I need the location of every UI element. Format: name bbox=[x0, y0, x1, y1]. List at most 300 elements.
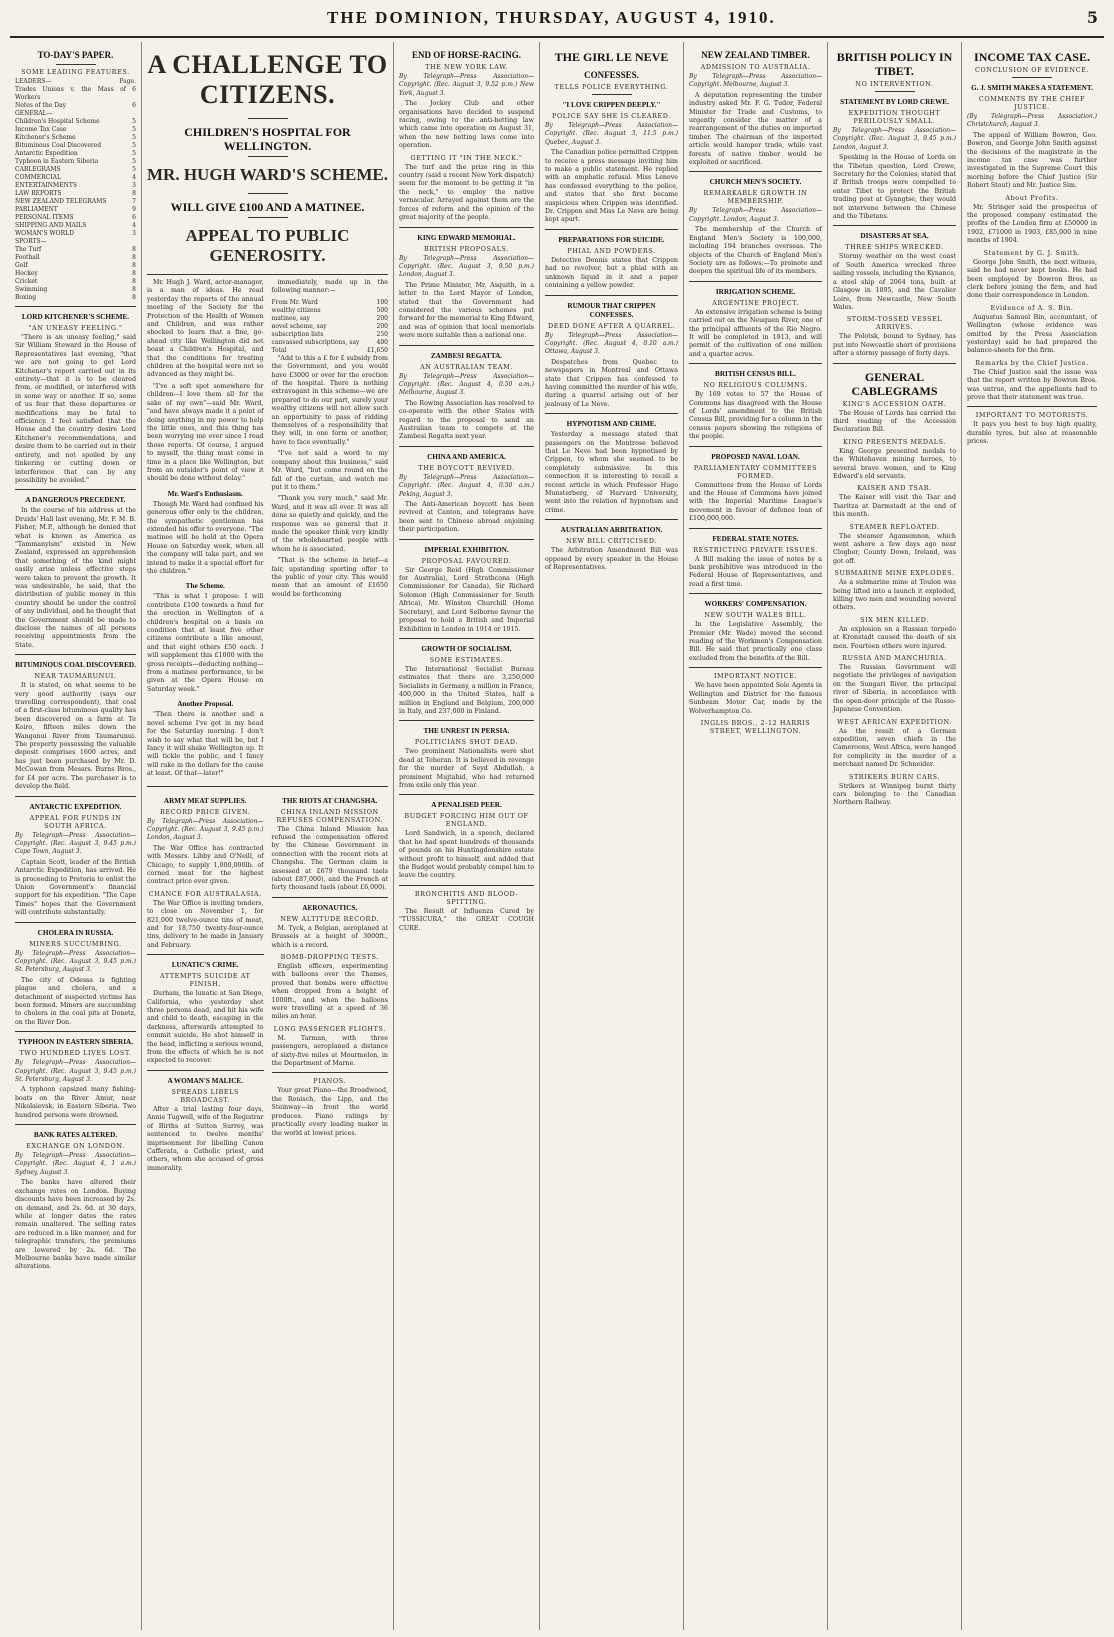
subscription-label: wealthy citizens bbox=[271, 306, 321, 314]
edward-sub: BRITISH PROPOSALS. bbox=[424, 244, 509, 253]
smith-text: George John Smith, the next witness, said he had never kept books. He had been employed by Bowron Bros. as clerk before joining the firm, and had done their correspondence in London. bbox=[967, 258, 1097, 300]
index-item-page: 8 bbox=[132, 286, 136, 293]
workers-title: WORKERS' COMPENSATION. bbox=[704, 600, 807, 609]
index-item-page bbox=[126, 110, 136, 118]
cablegram-title: RUSSIA AND MANCHURIA. bbox=[842, 654, 947, 663]
cablegram-title: SIX MEN KILLED. bbox=[860, 615, 929, 624]
index-item-page bbox=[126, 238, 136, 246]
index-item-page: Page. bbox=[119, 78, 136, 85]
riots-sub: CHINA INLAND MISSION REFUSES COMPENSATION. bbox=[276, 807, 383, 824]
storm-sub: STORM-TOSSED VESSEL ARRIVES. bbox=[846, 315, 943, 332]
irrigation-title: IRRIGATION SCHEME. bbox=[715, 287, 796, 296]
irrigation-sub: ARGENTINE PROJECT. bbox=[712, 298, 799, 307]
timber-text: A deputation representing the timber industry asked Mr. F. G. Tudor, Federal Minister for Trade and Customs, to urgently consider the matter of a rearrangement of the duties on imported timber. The chairman of the imported article would hamper trade, while vast forests of native timber would be exploited or sacrificed. bbox=[689, 91, 822, 167]
china-text: The Anti-American boycott has been revived at Canton, and telegrams have been sent to Chinese abroad enjoining their participation. bbox=[399, 501, 534, 534]
meat-text: The War Office has contracted with Messrs. Libby and O'Neill, of Chicago, to supply 1,000,000lb. of corned meat for the highest contract price ever given. bbox=[147, 844, 264, 886]
cablegram-text: An explosion on a Russian torpedo at Kronstadt caused the death of six men. Fourteen others were injured. bbox=[833, 625, 956, 650]
index-item-label: LEADERS— bbox=[15, 78, 52, 85]
arbitration-sub: NEW BILL CRITICISED. bbox=[566, 537, 657, 546]
index-item bbox=[15, 110, 136, 118]
bomb-sub: BOMB-DROPPING TESTS. bbox=[280, 953, 379, 961]
column-4 bbox=[540, 42, 684, 1630]
aero-sub: NEW ALTITUDE RECORD. bbox=[280, 914, 380, 923]
index-item bbox=[15, 86, 136, 102]
timber-title: NEW ZEALAND TIMBER. bbox=[701, 50, 810, 60]
tax-title: INCOME TAX CASE. bbox=[974, 50, 1090, 64]
leneve-title: THE GIRL LE NEVE bbox=[554, 50, 669, 64]
typhoon-dateline: By Telegraph—Press Association—Copyright. (Rec. August 3, 9.45 p.m.) St. Petersburg, August 3. bbox=[15, 1059, 136, 1084]
notes-title: FEDERAL STATE NOTES. bbox=[712, 534, 799, 543]
riots-text: The China Inland Mission has refused the compensation offered by the Chinese Government in connection with the recent riots at Changsha. The German claim is assessed at £679 thousand taels (about £87,000), and the French at forty thousand taels (about £6,000). bbox=[271, 825, 388, 892]
notes-sub: RESTRICTING PRIVATE ISSUES. bbox=[693, 545, 818, 554]
long-sub: LONG PASSENGER FLIGHTS. bbox=[273, 1024, 386, 1033]
church-sub: REMARKABLE GROWTH IN MEMBERSHIP. bbox=[703, 189, 808, 206]
column-1 bbox=[10, 42, 142, 1630]
index-item-page: 5 bbox=[132, 142, 136, 149]
subscription-label: novel scheme, say bbox=[271, 322, 327, 330]
naval-sub: PARLIAMENTARY COMMITTEES FORMED. bbox=[693, 463, 818, 480]
index-item bbox=[15, 294, 136, 302]
notice-text: We have been appointed Sole Agents in Wellington and District for the famous Sunbeam Motor Car, made by the Wolverhampton Co. bbox=[689, 682, 822, 715]
scheme-subhead: The Scheme. bbox=[185, 582, 225, 591]
cablegram-text: The Kaiser will visit the Tsar and Tsaritza at Darmstadt at the end of this month. bbox=[833, 494, 956, 519]
subscription-value: 500 bbox=[376, 306, 388, 314]
edward-title: KING EDWARD MEMORIAL. bbox=[417, 233, 516, 242]
another-subhead: Another Proposal. bbox=[177, 700, 234, 709]
aero-title: AERONAUTICS. bbox=[302, 903, 358, 912]
index-item bbox=[15, 238, 136, 246]
index-item bbox=[15, 118, 136, 126]
rumour-dateline: By Telegraph—Press Association—Copyright. (Rec. August 4, 0.10 a.m.) Ottawa, August 3. bbox=[545, 331, 678, 356]
headline-challenge: A CHALLENGE TO CITIZENS. bbox=[147, 50, 388, 109]
index-item-page: 5 bbox=[132, 118, 136, 125]
storm-text: The Polotsk, bound to Sydney, has put into Newcastle short of provisions after a stormy passage of forty days. bbox=[833, 333, 956, 358]
china-sub: THE BOYCOTT REVIVED. bbox=[418, 463, 515, 472]
index-item-page: 3 bbox=[132, 230, 136, 237]
china-dateline: By Telegraph—Press Association—Copyright. (Rec. August 4, 0.50 a.m.) Peking, August 3. bbox=[399, 473, 534, 498]
typhoon-title: TYPHOON IN EASTERN SIBERIA. bbox=[17, 1038, 134, 1047]
hospital-para: "Add to this a £ for £ subsidy from the Government, and you would have £3000 or over for the erection of the hospital. There is nothing extravagant in this scheme—we are prepared to do our part, surely your wealthy citizens will not allow such an opportunity to pass of ridding themselves of a responsibility that they will, in one form or another, have to face eventually." bbox=[271, 354, 388, 446]
lunatic-title: LUNATIC'S CRIME. bbox=[171, 961, 239, 970]
index-item-page: 8 bbox=[132, 262, 136, 269]
crewe-sub: STATEMENT BY LORD CREWE. bbox=[840, 98, 949, 106]
subscription-label: Total bbox=[271, 346, 287, 354]
leneve-quote: "I LOVE CRIPPEN DEEPLY." bbox=[562, 101, 661, 109]
subscription-row bbox=[272, 331, 389, 339]
antarctic-sub: APPEAL FOR FUNDS IN SOUTH AFRICA. bbox=[29, 813, 122, 830]
peer-title: A PENALISED PEER. bbox=[431, 801, 502, 810]
tax-sub: CONCLUSION OF EVIDENCE. bbox=[975, 66, 1089, 74]
index-item-label: Typhoon in Eastern Siberia bbox=[15, 158, 99, 165]
index-item bbox=[15, 206, 136, 214]
disasters-title: DISASTERS AT SEA. bbox=[860, 232, 929, 241]
zambesi-text: The Rowing Association has resolved to co-operate with the other States with regard to the proposal to send an Australian team to compete at the Zambesi Regatta next year. bbox=[399, 399, 534, 441]
china-title: CHINA AND AMERICA. bbox=[427, 452, 506, 461]
hospital-para: "I've a soft spot somewhere for children—I love them all for the sake of my own"—said Mr. Ward, "and have always made it a point of doing anything in my power to help the little ones, and this thing has been worrying me ever since I read those reports. Of course, I argued to myself, the thing must come in time in a place like Wellington, but from an outsider's point of view it should be done without delay." bbox=[147, 382, 264, 483]
social-title: GROWTH OF SOCIALISM. bbox=[421, 644, 512, 653]
index-item bbox=[15, 174, 136, 182]
subscription-value: £1,650 bbox=[367, 346, 388, 354]
census-text: By 169 votes to 57 the House of Commons has disagreed with the House of Lords' amendment to the British Census Bill, providing for a column in the census papers showing the religions of the people. bbox=[689, 391, 823, 441]
bronch-text: The Result of Influenza Cured by "TUSSICURA," the GREAT COUGH CURE. bbox=[399, 907, 534, 932]
columns bbox=[10, 42, 1104, 1630]
cablegram-text: As a submarine mine at Toulon was being lifted into a launch it exploded, killing two men and wounding several others. bbox=[833, 579, 956, 612]
edward-text: The Prime Minister, Mr. Asquith, in a letter to the Lord Mayor of London, stated that the Government had considered the various schemes put forward for the memorial to King Edward, and was of opinion that local memorials were more suitable than a national one. bbox=[399, 281, 534, 340]
church-title: CHURCH MEN'S SOCIETY. bbox=[709, 178, 802, 187]
subscription-value: 400 bbox=[376, 338, 388, 346]
workers-text: In the Legislative Assembly, the Premier (Mr. Wade) moved the second reading of the Workmen's Compensation Bill. He said that practically one class excluded from the benefits of the Bill. bbox=[689, 621, 822, 662]
neck-text: The turf and the prize ring in this country (said a recent New York dispatch) seem for the moment to be getting it "in the neck," to employ the native vernacular. Arrayed against them are the forces of reform and the opinion of the great majority of the people. bbox=[399, 163, 534, 222]
index-item-label: The Turf bbox=[15, 246, 42, 253]
cablegram-text: Strikers at Winnipeg burnt thirty cars belonging to the Canadian Northern Railway. bbox=[833, 782, 956, 807]
subscription-label: matinee, say bbox=[271, 314, 310, 322]
hospital-para: "I've not said a word to my company about this business," said Mr. Ward, "but come round on the fall of the curtain, and watch me put it to them." bbox=[271, 450, 388, 491]
typhoon-sub: TWO HUNDRED LIVES LOST. bbox=[19, 1049, 132, 1058]
tax-sub-2: COMMENTS BY THE CHIEF JUSTICE. bbox=[978, 95, 1086, 111]
index-item-label: Cricket bbox=[15, 278, 38, 285]
tax-headline: G. J. SMITH MAKES A STATEMENT. bbox=[971, 84, 1093, 92]
tibet-text: Speaking in the House of Lords on the Tibetan question, Lord Crewe, Secretary for the Colonies, stated that if British troops were compelled to enter Tibet to protect the British trading post at Gyangtse, they would not intervene between the Chinese and the Tibetans. bbox=[833, 154, 956, 221]
cholera-sub: MINERS SUCCUMBING. bbox=[29, 939, 122, 948]
index-item bbox=[15, 254, 136, 262]
tibet-dateline: By Telegraph—Press Association—Copyright. (Rec. August 3, 9.45 p.m.) London, August 3. bbox=[833, 127, 956, 151]
cablegram-title: STEAMER REFLOATED. bbox=[849, 522, 940, 531]
smith-sub: Statement by G. J. Smith. bbox=[983, 248, 1081, 257]
masthead-title: THE DOMINION, THURSDAY, AUGUST 4, 1910. bbox=[327, 8, 776, 27]
subscription-value: 100 bbox=[376, 298, 388, 306]
meat-title: ARMY MEAT SUPPLIES. bbox=[163, 796, 247, 805]
hospital-para: Mr. Hugh J. Ward, actor-manager, is a man of ideas. He read yesterday the reports of the annual meeting of the Society for the Protection of the Health of Women and Children, and was rather shocked to learn that a fine, go-ahead city like Wellington did not boast a Children's Hospital, and that the conditions for treating children at the hospital were not so advanced as they might be. bbox=[147, 279, 264, 379]
index-item bbox=[15, 198, 136, 206]
index-item-label: Income Tax Case bbox=[15, 126, 67, 133]
headline-ward-scheme: MR. HUGH WARD'S SCHEME. bbox=[147, 165, 389, 184]
antarctic-title: ANTARCTIC EXPEDITION. bbox=[29, 802, 122, 811]
malice-sub: SPREADS LIBELS BROADCAST. bbox=[171, 1087, 239, 1104]
census-sub: NO RELIGIOUS COLUMNS. bbox=[703, 381, 808, 390]
coal-sub: NEAR TAUMARUNUI. bbox=[34, 672, 117, 681]
index-item bbox=[15, 78, 136, 86]
cholera-dateline: By Telegraph—Press Association—Copyright. (Rec. August 3, 9.45 p.m.) St. Petersburg, August 3. bbox=[15, 949, 136, 974]
headline-give: WILL GIVE £100 AND A MATINEE. bbox=[170, 200, 365, 214]
race-title: END OF HORSE-RACING. bbox=[412, 50, 521, 60]
index-item-label: Swimming bbox=[15, 286, 48, 293]
cholera-title: CHOLERA IN RUSSIA. bbox=[37, 928, 114, 937]
tax-dateline: (By Telegraph—Press Association.) Christchurch, August 3. bbox=[967, 113, 1097, 129]
subscription-row bbox=[272, 299, 389, 307]
zambesi-sub: AN AUSTRALIAN TEAM. bbox=[420, 362, 513, 371]
race-sub: THE NEW YORK LAW. bbox=[425, 63, 508, 71]
column-6 bbox=[828, 42, 962, 1630]
church-dateline: By Telegraph—Press Association—Copyright. London, August 3. bbox=[689, 207, 822, 223]
kitchener-sub: "AN UNEASY FEELING." bbox=[28, 324, 123, 332]
index-item-label: Children's Hospital Scheme bbox=[15, 118, 100, 125]
persia-title: THE UNREST IN PERSIA. bbox=[423, 727, 510, 736]
bank-dateline: By Telegraph—Press Association—Copyright. (Rec. August 4, 1 a.m.) Sydney, August 3. bbox=[15, 1152, 136, 1176]
subscription-row bbox=[272, 323, 389, 331]
neck-sub: GETTING IT "IN THE NECK." bbox=[410, 153, 523, 162]
index-item-label: NEW ZEALAND TELEGRAMS bbox=[15, 198, 107, 205]
tax-text: The appeal of William Bowron, Geo. Bowron, and George John Smith against the decisions of the magistrate in the income tax case was further investigated in the Supreme Court this morning before the Chief Justice (Sir Robert Stout) and Mr. Justice Sim. bbox=[967, 131, 1097, 190]
church-text: The membership of the Church of England Men's Society is 100,000, including 194 branches overseas. The objects of the Church of England Men's Society are as follows:—To promote and deepen the spiritual life of its members. bbox=[689, 226, 822, 276]
index-item-page: 7 bbox=[132, 198, 136, 205]
bin-text: Augustus Samuel Bin, accountant, of Wellington (whose evidence was omitted by the Press Association yesterday) said he had prepared the balance-sheets for the firm. bbox=[967, 313, 1097, 355]
leneve-title-2: CONFESSES. bbox=[584, 70, 639, 80]
column-5 bbox=[684, 42, 828, 1630]
index-item-label: SHIPPING AND MAILS bbox=[15, 222, 87, 229]
antarctic-dateline: By Telegraph—Press Association—Copyright. (Rec. August 3, 9.45 p.m.) Cape Town, August 3. bbox=[15, 831, 136, 856]
bank-title: BANK RATES ALTERED. bbox=[33, 1131, 118, 1140]
coal-text: It is stated, on what seems to be very good authority (says our travelling correspondent), that coal of a first-class bituminous quality has been discovered on a farm at Te Koiro, fifteen miles down the Wanganui River from Taumarunui. The property possessing the valuable deposit comprises 1600 acres, and has just been purchased by Mr. D. McCowan from Messrs. Burns Bros., for £4 per acre. The purchaser is to develop the field. bbox=[15, 682, 136, 791]
index-list bbox=[15, 78, 136, 302]
malice-title: A WOMAN'S MALICE. bbox=[167, 1076, 244, 1085]
index-item-label: CABLEGRAMS bbox=[15, 166, 61, 173]
general-cablegrams bbox=[833, 400, 956, 808]
index-item-label: Kitchener's Scheme bbox=[15, 134, 76, 141]
lunatic-sub: ATTEMPTS SUICIDE AT FINISH. bbox=[159, 972, 251, 989]
hypno-text: Yesterday a message stated that passengers on the Montrose believed that Le Neve had been hypnotised by Crippen, to whom she seemed to be completely submissive. In this connection it is interesting to recall a recent article in which Professor Hugo Munsterberg, of Harvard University, went into the relation of hypnotism and crime. bbox=[545, 431, 678, 514]
index-item bbox=[15, 158, 136, 166]
cablegram-text: As the result of a German expedition, seven chiefs in the Cameroons, West Africa, were hanged for complicity in the murder of a merchant named Dr. Schneider. bbox=[833, 727, 956, 769]
index-item bbox=[15, 270, 136, 278]
scheme-text: "This is what I propose: I will contribute £100 towards a fund for the erection in Wellington of a children's hospital on a basis on condition that at least five other citizens contribute a like amount, and that eight others £50 each. I will supplement this £1000 with the gross receipts—deducting nothing—from a matinee performance, to be given at the Opera House on Saturday week." bbox=[147, 593, 264, 693]
index-subtitle: SOME LEADING FEATURES. bbox=[21, 68, 130, 76]
index-item bbox=[15, 102, 136, 110]
subscription-row bbox=[272, 347, 389, 355]
coal-title: BITUMINOUS COAL DISCOVERED. bbox=[15, 661, 136, 670]
australasia-text: The War Office is inviting tenders, to close on November 1, for 821,000 twelve-ounce tins of meat, and for 18,750 twenty-four-ounce tins, delivery to be made in January and February. bbox=[147, 899, 264, 949]
index-item-label: SPORTS— bbox=[15, 238, 47, 245]
subscription-value: 200 bbox=[376, 314, 388, 322]
rumour-title: RUMOUR THAT CRIPPEN CONFESSES. bbox=[567, 301, 656, 319]
general-title: GENERAL CABLEGRAMS bbox=[851, 369, 938, 398]
leneve-dateline: By Telegraph—Press Association—Copyright. (Rec. August 3, 11.5 p.m.) Quebec, August 3. bbox=[545, 122, 678, 146]
index-item-page: 8 bbox=[132, 294, 136, 301]
workers-sub: NEW SOUTH WALES BILL. bbox=[704, 611, 807, 620]
motorists-sub: IMPORTANT TO MOTORISTS. bbox=[975, 411, 1089, 420]
index-item-label: PERSONAL ITEMS bbox=[15, 214, 74, 221]
profits-text: Mr. Stringer said the prospectus of the proposed company estimated the profits of the London firm at £50000 in 1902, £71000 in 1903, £85,000 in nine months of 1904. bbox=[967, 203, 1097, 245]
index-item-label: WOMAN'S WORLD bbox=[15, 230, 74, 237]
index-item-label: Boxing bbox=[15, 294, 37, 301]
cablegram-title: KING'S ACCESSION OATH. bbox=[842, 399, 947, 408]
imperial-text: Sir George Reid (High Commissioner for Australia), Lord Strathcona (High Commissioner for Canada), Sir Richard Solomon (High Commissioner for South Africa), Mr. Winston Churchill (Home Secretary), and Lord Selborne favour the proposal to hold a British and Imperial Exhibition in London in 1914 or 1915. bbox=[399, 566, 534, 633]
page-number: 5 bbox=[1086, 8, 1098, 27]
bin-sub: Evidence of A. S. Bin. bbox=[990, 303, 1074, 312]
index-item bbox=[15, 150, 136, 158]
cablegram-title: KING PRESENTS MEDALS. bbox=[842, 437, 947, 446]
profits-sub: About Profits. bbox=[1005, 193, 1059, 202]
subscription-label: canvassed subscriptions, say bbox=[271, 338, 360, 346]
index-item bbox=[15, 222, 136, 230]
index-item-label: Golf bbox=[15, 262, 28, 269]
hospital-right bbox=[272, 279, 389, 782]
index-item-page: 8 bbox=[132, 246, 136, 253]
index-item-page: 6 bbox=[132, 86, 136, 93]
notice-sub: IMPORTANT NOTICE. bbox=[713, 672, 798, 681]
headline-hospital: CHILDREN'S HOSPITAL FOR WELLINGTON. bbox=[184, 125, 351, 153]
cablegram-title: STRIKERS BURN CARS. bbox=[848, 772, 941, 781]
cablegram-title: WEST AFRICAN EXPEDITION. bbox=[837, 717, 952, 726]
peer-sub: BUDGET FORCING HIM OUT OF ENGLAND. bbox=[404, 812, 529, 829]
naval-text: Committees from the House of Lords and the House of Commons have joined with the Imperial Maritime League's movement in favour of defence loan of £100,000,000. bbox=[689, 481, 822, 523]
kitchener-text: "There is an uneasy feeling," said Sir William Steward in the House of Representatives last evening, "that we are not going to get Lord Kitchener's report carried out in its entirety—that it is to be cleared from, or modified, or interfered with in some way or another. If so, some of us fear that these departures or modifications may be fatal to efficiency. I feel satisfied that the House and the country desire Lord Kitchener's recommendations, and desire them to be carried out in their entirety, and not spoiled by any tinkering or cutting down or interference that can by any possibility be avoided." bbox=[15, 334, 136, 484]
leneve-sub: TELLS POLICE EVERYTHING. bbox=[554, 83, 669, 91]
ward-text: Though Mr. Ward had confined his generous offer only to the children, the sympathetic gentleman has extended his offer to everyone. "The matinee will be held at the Opera House on Saturday week, when all the company will take part, and we intend to make it a special effort for the children." bbox=[147, 500, 264, 575]
meat-sub: RECORD PRICE GIVEN. bbox=[160, 807, 251, 816]
column-3 bbox=[394, 42, 540, 1630]
hospital-left bbox=[147, 279, 264, 782]
disasters-sub: THREE SHIPS WRECKED. bbox=[845, 243, 944, 252]
index-item bbox=[15, 278, 136, 286]
inglis-advert: INGLIS BROS., 2-12 HARRIS STREET, WELLINGTON. bbox=[700, 718, 811, 735]
crewe-sub-2: EXPEDITION THOUGHT PERILOUSLY SMALL. bbox=[848, 109, 941, 125]
remarks-text: The Chief Justice said the issue was that the report written by Bowron Bros. was untrue, and the appellants had to prove that their statement was true. bbox=[967, 368, 1097, 401]
headline-appeal: APPEAL TO PUBLIC GENEROSITY. bbox=[185, 226, 350, 265]
index-item bbox=[15, 246, 136, 254]
index-item bbox=[15, 134, 136, 142]
pianos-text: Your great Piano—the Broadwood, the Ronisch, the Lipp, and the Steinway—in front the world produces. Piano ratings by practically every leading maker in the world at lowest prices. bbox=[271, 1087, 388, 1137]
race-text: The Jockey Club and other organisations have decided to suspend racing, owing to the anti-betting law which came into operation on August 31, when the new betting laws come into operation. bbox=[399, 100, 534, 150]
precedent-title: A DANGEROUS PRECEDENT. bbox=[25, 496, 126, 505]
column-7 bbox=[962, 42, 1102, 1630]
bank-text: The banks have altered their exchange rates on London. Buying discounts have been increased by 2s. on demand, and 2s. 6d. at 30 days, while at longer dates the rates remain unaltered. The selling rates are reduced in a like manner, and for telegraphic transfers, the premiums are lowered by 2s. 6d. The Melbourne banks have made similar alterations. bbox=[15, 1179, 136, 1271]
hospital-article bbox=[147, 279, 388, 782]
aero-text: M. Tyck, a Belgian, aeroplaned at Brussels at a height of 3000ft., which is a record. bbox=[271, 924, 388, 949]
race-dateline: By Telegraph—Press Association—Copyright. (Rec. August 3, 9.52 p.m.) New York, August 3. bbox=[399, 73, 534, 97]
rumour-sub: DEED DONE AFTER A QUARREL. bbox=[548, 321, 675, 330]
antarctic-text: Captain Scott, leader of the British Antarctic Expedition, has arrived. He is proceeding to Pretoria to enlist the Union Government's financial support for his expedition. "The Cape Times" hopes that the Government will contribute substantially. bbox=[15, 858, 136, 917]
index-item-label: PARLIAMENT bbox=[15, 206, 58, 213]
arbitration-text: The Arbitration Amendment Bill was opposed by every speaker in the House of Representatives. bbox=[545, 547, 678, 572]
imperial-sub: PROPOSAL FAVOURED. bbox=[421, 556, 512, 565]
tibet-sub: NO INTERVENTION. bbox=[855, 80, 934, 88]
precedent-text: In the course of his address at the Druids' Hall last evening, Mr. F. M. B. Fisher, M.P., although he denied that what is known as America as "Tammanyism" existed in New Zealand, expressed an apprehension that something of the kind might easily arise unless effective steps were taken to prevent the growth. It was undesirable, he said, that the distribution of public money in this country should be under the control of any individual, and he thought that the Government should be made to disclose the names of all persons receiving appointments from the State. bbox=[15, 507, 136, 649]
lower-left bbox=[147, 791, 264, 1177]
edward-dateline: By Telegraph—Press Association—Copyright. (Rec. August 3, 9.50 p.m.) London, August 3. bbox=[399, 254, 534, 279]
subscription-row bbox=[272, 307, 389, 315]
hospital-para: "Thank you very much," said Mr. Ward, and it was all over. It was all done so quietly and quickly, and the response was so general that it made the speaker think very kindly of the wholehearted people with whom he is associated. bbox=[271, 495, 388, 553]
lunatic-text: Durham, the lunatic at San Diego, California, who yesterday shot three persons dead, and hit his wife and child to death, escaping in the darkness, afterwards attempted to commit suicide. He shot himself in the head, inflicting a serious wound, from the effects of which he is not expected to recover. bbox=[147, 990, 264, 1065]
subscription-row bbox=[272, 339, 389, 347]
index-item-label: Hockey bbox=[15, 270, 38, 277]
index-item-page: 6 bbox=[132, 214, 136, 221]
disasters-text: Stormy weather on the west coast of South America wrecked three sailing vessels, including the Kynance, a steel ship of 2064 tons, built at Glasgow in 1895, and the Cavalier Loire, from Newcastle, New South Wales. bbox=[833, 253, 956, 311]
lower-section bbox=[147, 791, 388, 1177]
notes-text: A Bill making the issue of notes by a bank prohibitive was introduced in the Federal House of Representatives, and read a first time. bbox=[689, 555, 822, 588]
cablegram-text: The steamer Agamemnon, which went ashore a few days ago near Clogher, County Down, Ireland, was got off. bbox=[833, 532, 956, 565]
arbitration-title: AUSTRALIAN ARBITRATION. bbox=[560, 526, 663, 535]
cablegram-text: The Russian Government will negotiate the privileges of navigation on the Sungari River, the principal river of Siberia, in accordance with the open-door principle of the Russo-Japanese Convention. bbox=[833, 664, 956, 714]
column-2 bbox=[142, 42, 394, 1630]
leneve-sub-2: POLICE SAY SHE IS CLEARED. bbox=[552, 112, 671, 120]
cablegram-title: SUBMARINE MINE EXPLODES. bbox=[834, 569, 955, 578]
riots-title: THE RIOTS AT CHANGSHA. bbox=[282, 796, 378, 805]
index-item-label: GENERAL— bbox=[15, 110, 53, 117]
bomb-text: English officers, experimenting with balloons over the Thames, proved that bombs were effective when dropped from a height of 1000ft., and when the balloons were travelling at a speed of 36 miles an hour. bbox=[271, 963, 388, 1021]
bronch-sub: BRONCHITIS AND BLOOD-SPITTING. bbox=[414, 889, 519, 906]
cablegram-title: KAISER AND TSAR. bbox=[857, 484, 932, 493]
hypno-title: HYPNOTISM AND CRIME. bbox=[566, 420, 657, 429]
another-text: "Then there is another and a novel scheme I've got in my head for the Saturday morning. I don't wish to say what that will be, but I fancy it will shake Wellington up. It will tickle the public, and I fancy will rake in the dollars for the cause at least. Of that—later!" bbox=[147, 711, 264, 778]
ward-subhead: Mr. Ward's Enthusiasm. bbox=[167, 489, 243, 498]
imperial-title: IMPERIAL EXHIBITION. bbox=[424, 545, 509, 554]
index-item-page: 8 bbox=[132, 190, 136, 197]
motorists-text: It pays you best to buy high quality, durable tyres, but also at reasonable prices. bbox=[967, 421, 1097, 446]
bank-sub: EXCHANGE ON LONDON. bbox=[26, 1142, 125, 1151]
index-item bbox=[15, 166, 136, 174]
persia-sub: POLITICIANS SHOT DEAD. bbox=[414, 738, 519, 747]
index-item-label: Bituminous Coal Discovered bbox=[15, 142, 102, 149]
suicide-sub: PHIAL AND POWDERS. bbox=[567, 246, 656, 255]
hospital-para: "That is the scheme in brief—a fair, upstanding sporting offer to the public of your city. This would mean that an amount of £1650 would be forthcoming bbox=[271, 557, 388, 598]
kitchener-title: LORD KITCHENER'S SCHEME. bbox=[21, 313, 130, 321]
tibet-title: BRITISH POLICY IN TIBET. bbox=[836, 50, 953, 78]
typhoon-text: A typhoon capsized many fishing-boats on the River Amur, near Nikolaievsk, in Eastern Siberia. Two hundred persons were drowned. bbox=[15, 1086, 136, 1119]
suicide-text: Detective Dennis states that Crippen had no revolver, but a phial with an unknown liquid in it and a paper containing a yellow powder. bbox=[545, 256, 678, 290]
subscription-value: 200 bbox=[376, 322, 388, 330]
masthead bbox=[10, 8, 1104, 38]
rumour-text: Despatches from Quebec to newspapers in Montreal and Ottawa state that Crippen has confessed to having committed the murder of his wife, during a quarrel arising out of her jealousy of Le Neve. bbox=[545, 358, 678, 408]
subscription-label: subscription lists bbox=[271, 330, 324, 338]
index-item-page: 6 bbox=[132, 102, 136, 109]
index-item-page: 5 bbox=[132, 150, 136, 157]
subscription-row bbox=[272, 315, 389, 323]
subscription-label: From Mr. Ward bbox=[271, 298, 318, 306]
social-sub: SOME ESTIMATES. bbox=[429, 655, 504, 664]
index-item-label: COMMERCIAL bbox=[15, 174, 61, 181]
index-item-label: Football bbox=[15, 254, 40, 261]
zambesi-title: ZAMBESI REGATTA. bbox=[430, 351, 503, 360]
index-item-label: LAW REPORTS bbox=[15, 190, 62, 197]
australasia-sub: CHANCE FOR AUSTRALASIA. bbox=[148, 889, 262, 898]
index-item-page: 8 bbox=[132, 254, 136, 261]
malice-text: After a trial lasting four days, Annie Tugwell, wife of the Registrar of Births at Sutton Surrey, was sentenced to twelve months' imprisonment for libelling Canon Cafferata, a Catholic priest, and others, whom she accused of gross immorality. bbox=[147, 1105, 264, 1172]
index-item-page: 8 bbox=[132, 278, 136, 285]
cablegram-text: The House of Lords has carried the third reading of the Accession Declaration Bill. bbox=[833, 409, 956, 434]
index-item-label: Notes of the Day bbox=[15, 102, 67, 109]
index-item-page: 3 bbox=[132, 182, 136, 189]
index-item-page: 5 bbox=[132, 134, 136, 141]
index-item bbox=[15, 190, 136, 198]
index-item-label: Antarctic Expedition bbox=[15, 150, 78, 157]
timber-dateline: By Telegraph—Press Association—Copyright. Melbourne, August 3. bbox=[689, 73, 822, 89]
index-item-label: ENTERTAINMENTS bbox=[15, 182, 77, 189]
cholera-text: The city of Odessa is fighting plague and cholera, and a detachment of suspected victims has been formed. Miners are succumbing to cholera in the coal pits at Donetz, on the River Don. bbox=[15, 976, 136, 1026]
social-text: The International Socialist Bureau estimates that there are 3,250,000 Socialists in Germany, a million in France, 400,000 in the United States, half a million in England and Belgium, 200,000 in Italy, and 237,000 in Finland. bbox=[399, 665, 534, 715]
index-item bbox=[15, 142, 136, 150]
index-item-page: 8 bbox=[132, 270, 136, 277]
index-item-page: 5 bbox=[132, 166, 136, 173]
suicide-title: PREPARATIONS FOR SUICIDE. bbox=[558, 235, 665, 244]
index-item-label: Trades Unions v. the Mass of Workers bbox=[15, 86, 126, 101]
index-item-page: 9 bbox=[132, 206, 136, 213]
meat-dateline: By Telegraph—Press Association—Copyright. (Rec. August 3, 9.45 p.m.) London, August 3. bbox=[147, 817, 264, 842]
subscription-value: 250 bbox=[376, 330, 388, 338]
index-item-page: 4 bbox=[132, 222, 136, 229]
index-item bbox=[15, 262, 136, 270]
index-item bbox=[15, 214, 136, 222]
leneve-text: The Canadian police permitted Crippen to receive a press message inviting him to make a public statement. He replied with an emphatic refusal. Miss Leneve has confessed everything to the police, and states that she first became suspicious when Crippen was identified. Dr. Crippen and Miss Le Neve are being kept apart. bbox=[545, 149, 678, 224]
census-title: BRITISH CENSUS BILL. bbox=[715, 370, 796, 379]
hospital-para: immediately, made up in the following manner:— bbox=[271, 279, 388, 295]
long-text: M. Tarman, with three passengers, aeroplaned a distance of sixty-five miles at Mourmelon, in the Department of Marne. bbox=[271, 1034, 388, 1068]
index-item bbox=[15, 182, 136, 190]
pianos-sub: PIANOS. bbox=[313, 1077, 347, 1086]
zambesi-dateline: By Telegraph—Press Association—Copyright. (Rec. August 4, 0.50 a.m.) Melbourne, August 3. bbox=[399, 372, 534, 397]
index-item-page: 4 bbox=[132, 174, 136, 181]
index-item-page: 5 bbox=[132, 158, 136, 165]
subscription-list bbox=[272, 299, 389, 355]
